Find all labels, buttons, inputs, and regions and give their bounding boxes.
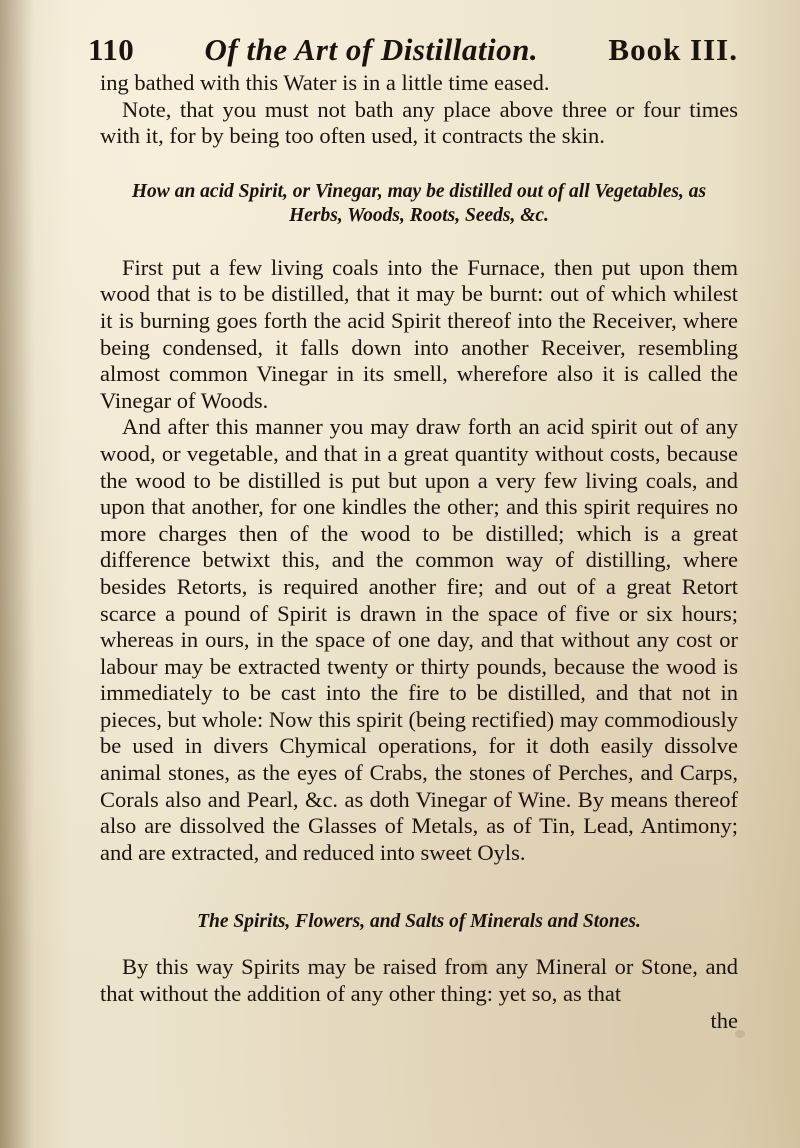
paragraph: ing bathed with this Water is in a little time eased. (100, 70, 550, 95)
book-number: Book III. (608, 32, 738, 67)
running-title: Of the Art of Distillation. (204, 32, 539, 67)
section-heading: How an acid Spirit, or Vinegar, may be distilled out of all Vegetables, as Herbs, Woods, Roots, Seeds, &c. (131, 180, 707, 226)
paragraph: First put a few living coals into the Furnace, then put upon them wood that is to be distilled, that it may be burnt: out of which whilest it is burning goes forth the acid Spirit thereof into the Receiver, where being condensed, it falls down into another Receiver, resembling almost common Vinegar in its smell, wherefore also it is called the Vinegar of Woods. (100, 254, 738, 413)
body-text (100, 70, 738, 1034)
gutter-shadow (0, 0, 34, 1148)
paper-stain (470, 960, 488, 972)
catchword: the (710, 1007, 738, 1033)
paragraph: Note, that you must not bath any place above three or four times with it, for by being too often used, it contracts the skin. (100, 96, 738, 149)
paragraph: By this way Spirits may be raised from any Mineral or Stone, and that without the addition of any other thing: yet so, as that (100, 954, 738, 1007)
paragraph: And after this manner you may draw forth an acid spirit out of any wood, or vegetable, and that in a great quantity without costs, because the wood to be distilled is put but upon a very few living coals, and upon that another, for one kindles the other; and this spirit requires no more charges then of the wood to be distilled; which is a great difference betwixt this, and the common way of distilling, where besides Retorts, is required another fire; and out of a great Retort scarce a pound of Spirit is drawn in the space of five or six hours; whereas in ours, in the space of one day, and that without any cost or labour may be extracted twenty or thirty pounds, because the wood is immediately to be cast into the fire to be distilled, and that not in pieces, but whole: Now this spirit (being rectified) may commodiously be used in divers Chymical operations, for it doth easily dissolve animal stones, as the eyes of Crabs, the stones of Perches, and Carps, Corals also and Pearl, &c. as doth Vinegar of Wine. By means thereof also are dissolved the Glasses of Metals, as of Tin, Lead, Antimony; and are extracted, and reduced into sweet Oyls. (100, 414, 738, 865)
running-head (88, 30, 738, 70)
section-heading: The Spirits, Flowers, and Salts of Minerals and Stones. (197, 911, 641, 933)
page-number: 110 (88, 32, 135, 67)
paper-stain (735, 1030, 745, 1038)
